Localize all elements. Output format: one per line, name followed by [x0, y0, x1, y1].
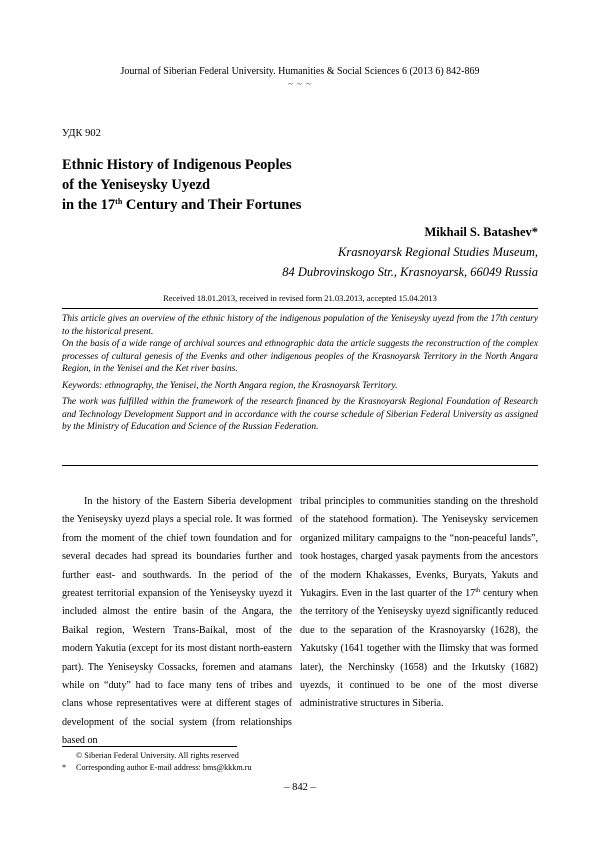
received-dates: Received 18.01.2013, received in revised form 21.03.2013, accepted 15.04.2013 — [163, 293, 437, 303]
page-number: – 842 – — [284, 782, 316, 793]
title-line-3-end: Century and Their Fortunes — [122, 197, 302, 213]
header-ornament: ~ ~ ~ — [287, 79, 313, 89]
copyright-note: © Siberian Federal University. All rights reserved — [76, 751, 239, 760]
udk-code: УДК 902 — [62, 128, 101, 139]
abstract-bottom-rule — [62, 465, 538, 466]
title-line-2: of the Yeniseysky Uyezd — [62, 177, 211, 193]
body-paragraph-right — [300, 493, 538, 714]
corresponding-author-note — [62, 762, 252, 773]
body-right-start: tribal principles to communities standing on the threshold of the statehood formation). The Yeniseysky servicemen organized military campaigns to the “non-peaceful lands”, took hostages, charged yasak payments from the ancestors of the modern Khakasses, Evenks, Buryats, Yakuts and Yukagirs. Even in the last quarter of the 17 — [300, 496, 538, 600]
body-column-right — [300, 493, 538, 714]
title-line-3-start: in the 17 — [62, 197, 116, 213]
journal-header: Journal of Siberian Federal University. Humanities & Social Sciences 6 (2013 6) 842-869 — [120, 66, 480, 77]
author-name: Mikhail S. Batashev* — [424, 225, 538, 239]
title-superscript: th — [115, 197, 123, 206]
funding-note: The work was fulfilled within the framework of the research financed by the Krasnoyarsk Regional Foundation of Research and Technology Development Support and in accordance with the course schedule of Siberian Federal University as assigned by the Ministry of Education and Science of the Russian Federation. — [62, 397, 538, 432]
author-block — [282, 222, 538, 282]
corresponding-author-email: Corresponding author E-mail address: bms@kkkm.ru — [76, 763, 252, 772]
abstract-paragraph-2: On the basis of a wide range of archival sources and ethnographic data the article suggests the reconstruction of the complex processes of cultural genesis of the Evenks and other indigenous peoples of the Krasnoyarsk Territory in the North Angara Region, in the Yenisei and the Ket river basins. — [62, 339, 538, 374]
body-paragraph-left: In the history of the Eastern Siberia development the Yeniseysky uyezd plays a special role. It was formed from the moment of the chief town foundation and for several decades had spread its boundaries further and further east- and southwards. In the period of the greatest territorial expansion of the Yeniseysky uyezd it included almost the entire basin of the Angara, the Baikal region, Western Trans-Baikal, most of the modern Yakutia (except for its most distant north-eastern part). The Yeniseysky Cossacks, foremen and atamans while on “duty” had to face many tens of tribes and clans whose representatives were at different stages of development of the social system (from relationships based on — [62, 496, 292, 747]
body-superscript: th — [475, 587, 481, 595]
author-affiliation: Krasnoyarsk Regional Studies Museum, — [338, 245, 538, 259]
body-right-end: century when the territory of the Yeniseysky uyezd significantly reduced due to the separation of the Krasnoyarsky (1628), the Yakutsky (1641 together with the Ilimsky that was formed later), the Nerchinsky (1658) and the Irkutsky (1682) uyezds, it continued to be one of the most diverse administrative structures in Siberia. — [300, 588, 538, 710]
footnote-rule — [62, 746, 237, 747]
title-line-1: Ethnic History of Indigenous Peoples — [62, 157, 292, 173]
abstract-paragraph-1: This article gives an overview of the ethnic history of the indigenous population of the Yeniseysky uyezd from the 17th century to the historical present. — [62, 314, 538, 337]
article-title — [62, 155, 538, 215]
body-column-left — [62, 493, 292, 751]
abstract-top-rule — [62, 308, 538, 309]
author-address: 84 Dubrovinskogo Str., Krasnoyarsk, 66049 Russia — [282, 265, 538, 279]
abstract — [62, 313, 538, 434]
keywords: Keywords: ethnography, the Yenisei, the North Angara region, the Krasnoyarsk Territory. — [62, 380, 398, 391]
footnote-mark: * — [62, 763, 67, 772]
title-line-3 — [62, 195, 538, 215]
